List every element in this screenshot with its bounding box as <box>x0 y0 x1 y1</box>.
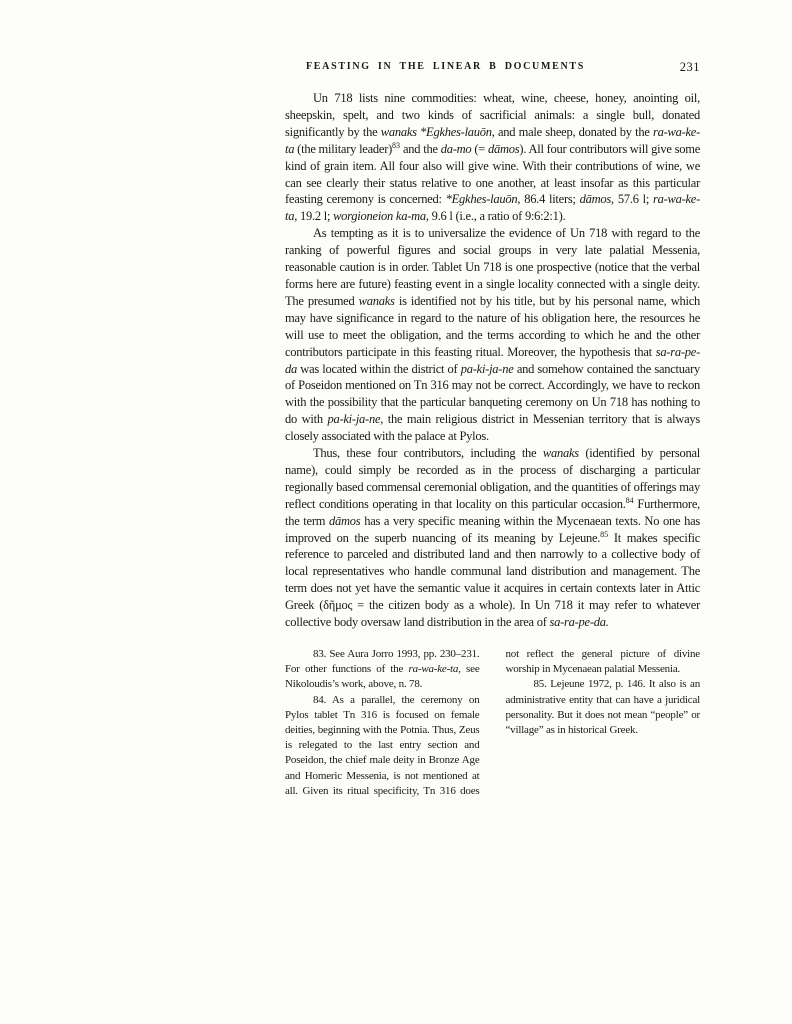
text-run: the main religious district in Messenian territory that is always closely associated with the palace at Pylos. <box>285 412 700 444</box>
footnote <box>506 677 701 738</box>
footnote-reference: 84 <box>625 495 634 505</box>
text-run: see Nikoloudis’s work, above, n. 78. <box>285 663 480 691</box>
text-run: 83. See Aura Jorro 1993, pp. 230–231. For other functions of the <box>285 648 480 676</box>
main-text-block <box>285 90 700 631</box>
italic-text-run: sa-ra-pe-da <box>285 344 700 376</box>
text-run: was located within the district of <box>297 361 461 376</box>
italic-text-run: wanaks *Egkhes-lauōn, <box>380 124 495 139</box>
page-number: 231 <box>679 60 700 74</box>
running-head <box>285 60 700 75</box>
italic-text-run: wanaks <box>542 446 579 461</box>
italic-text-run: sa-ra-pe-da. <box>549 615 609 630</box>
footnotes-section <box>285 647 700 811</box>
italic-text-run: ra-wa-ke-ta <box>285 124 700 156</box>
text-run: and somehow contained the sanctuary of Poseidon mentioned on Tn 316 may not be correct. Accordingly, we have to reckon with the possibility that the particular banqueting ceremony on Un 718 has nothing to do with <box>285 361 700 427</box>
text-run: 86.4 liters; <box>520 192 580 207</box>
text-run: (identified by personal name), could simply be recorded as in the process of discharging a particular regionally based commensal ceremonial obligation, and the quantities of offerings may reflect conditions operating in that locality on this particular occasion. <box>285 446 700 511</box>
text-run: 85. Lejeune 1972, p. 146. It also is an administrative entity that can have a juridical personality. But it does not mean “people” or “village” as in historical Greek. <box>505 678 700 737</box>
text-run: Furthermore, the term <box>285 496 701 528</box>
text-run: Thus, these four contributors, including the <box>313 446 543 461</box>
text-run: and male sheep, donated by the <box>494 124 653 139</box>
text-run: (the military leader) <box>294 141 393 156</box>
italic-text-run: dāmos, <box>579 192 614 207</box>
body-paragraph <box>285 445 700 631</box>
content-column <box>285 90 700 811</box>
text-run: and the <box>400 141 441 156</box>
running-head-title: FEASTING IN THE LINEAR B DOCUMENTS <box>306 61 586 72</box>
text-run: As tempting as it is to universalize the evidence of Un 718 with regard to the ranking of powerful figures and social groups in very late palatial Messenia, reasonable caution is in order. Tablet Un 718 is one prospective (notice that the verbal forms here are future) feasting event in a single locality connected with a single deity. The presumed <box>285 226 700 308</box>
text-run: Un 718 lists nine commodities: wheat, wine, cheese, honey, anointing oil, sheepskin, spelt, and two kinds of sacrificial animals: a single bull, donated significantly by the <box>285 91 700 139</box>
italic-text-run: worgioneion ka-ma, <box>333 209 429 224</box>
text-run: (= <box>471 141 489 156</box>
italic-text-run: pa-ki-ja-ne, <box>327 412 384 427</box>
text-run: is identified not by his title, but by his personal name, which may have significance in regard to the nature of his obligation here, the resources he will use to meet the obligation, and the terms according to which he and the other contributors participate in this feasting ritual. Moreover, the hypothesis that <box>285 293 701 359</box>
footnote <box>285 647 480 693</box>
text-run: ). All four contributors will give some kind of grain item. All four also will give wine. With their contributions of wine, we can see clearly their status relative to one another, at least insofar as this particular feasting ceremony is concerned: <box>285 141 701 207</box>
text-run: 57.6 l; <box>613 192 653 207</box>
text-run: 84. As a parallel, the ceremony on Pylos tablet Tn 316 is focused on female deities, beginning with the Potnia. Thus, Zeus is relegated to the last entry section and Poseidon, the chief male deity in Bronze Age and Homeric Messenia, is not mentioned at all. Given its ritual specificity, Tn 316 does not reflect the general picture of divine worship in Mycenaean palatial Messenia. <box>285 648 700 797</box>
italic-text-run: dāmos <box>329 513 361 528</box>
footnote-reference: 85 <box>600 529 609 539</box>
text-run: 19.2 l; <box>297 209 334 224</box>
italic-text-run: wanaks <box>358 293 395 308</box>
text-run: has a very specific meaning within the Mycenaean texts. No one has improved on the superb nuancing of its meaning by Lejeune. <box>285 513 701 545</box>
italic-text-run: ra-wa-ke-ta, <box>285 192 701 224</box>
italic-text-run: pa-ki-ja-ne <box>460 361 514 376</box>
body-paragraph <box>285 225 700 445</box>
text-run: It makes specific reference to parceled and distributed land and then narrowly to a collective body of local representatives who handle communal land distribution and management. The term does not yet have the semantic value it acquires in certain contexts later in Attic Greek (δῆμος = the citizen body as a whole). In Un 718 it may refer to whatever collective body oversaw land distribution in the area of <box>285 530 701 630</box>
footnote-reference: 83 <box>392 140 401 150</box>
italic-text-run: dāmos <box>488 141 520 156</box>
body-paragraph <box>285 90 700 225</box>
italic-text-run: *Egkhes-lauōn, <box>445 192 521 207</box>
text-run: 9.6 l (i.e., a ratio of 9:6:2:1). <box>428 209 566 224</box>
italic-text-run: ra-wa-ke-ta, <box>408 663 461 676</box>
italic-text-run: da-mo <box>440 141 472 156</box>
